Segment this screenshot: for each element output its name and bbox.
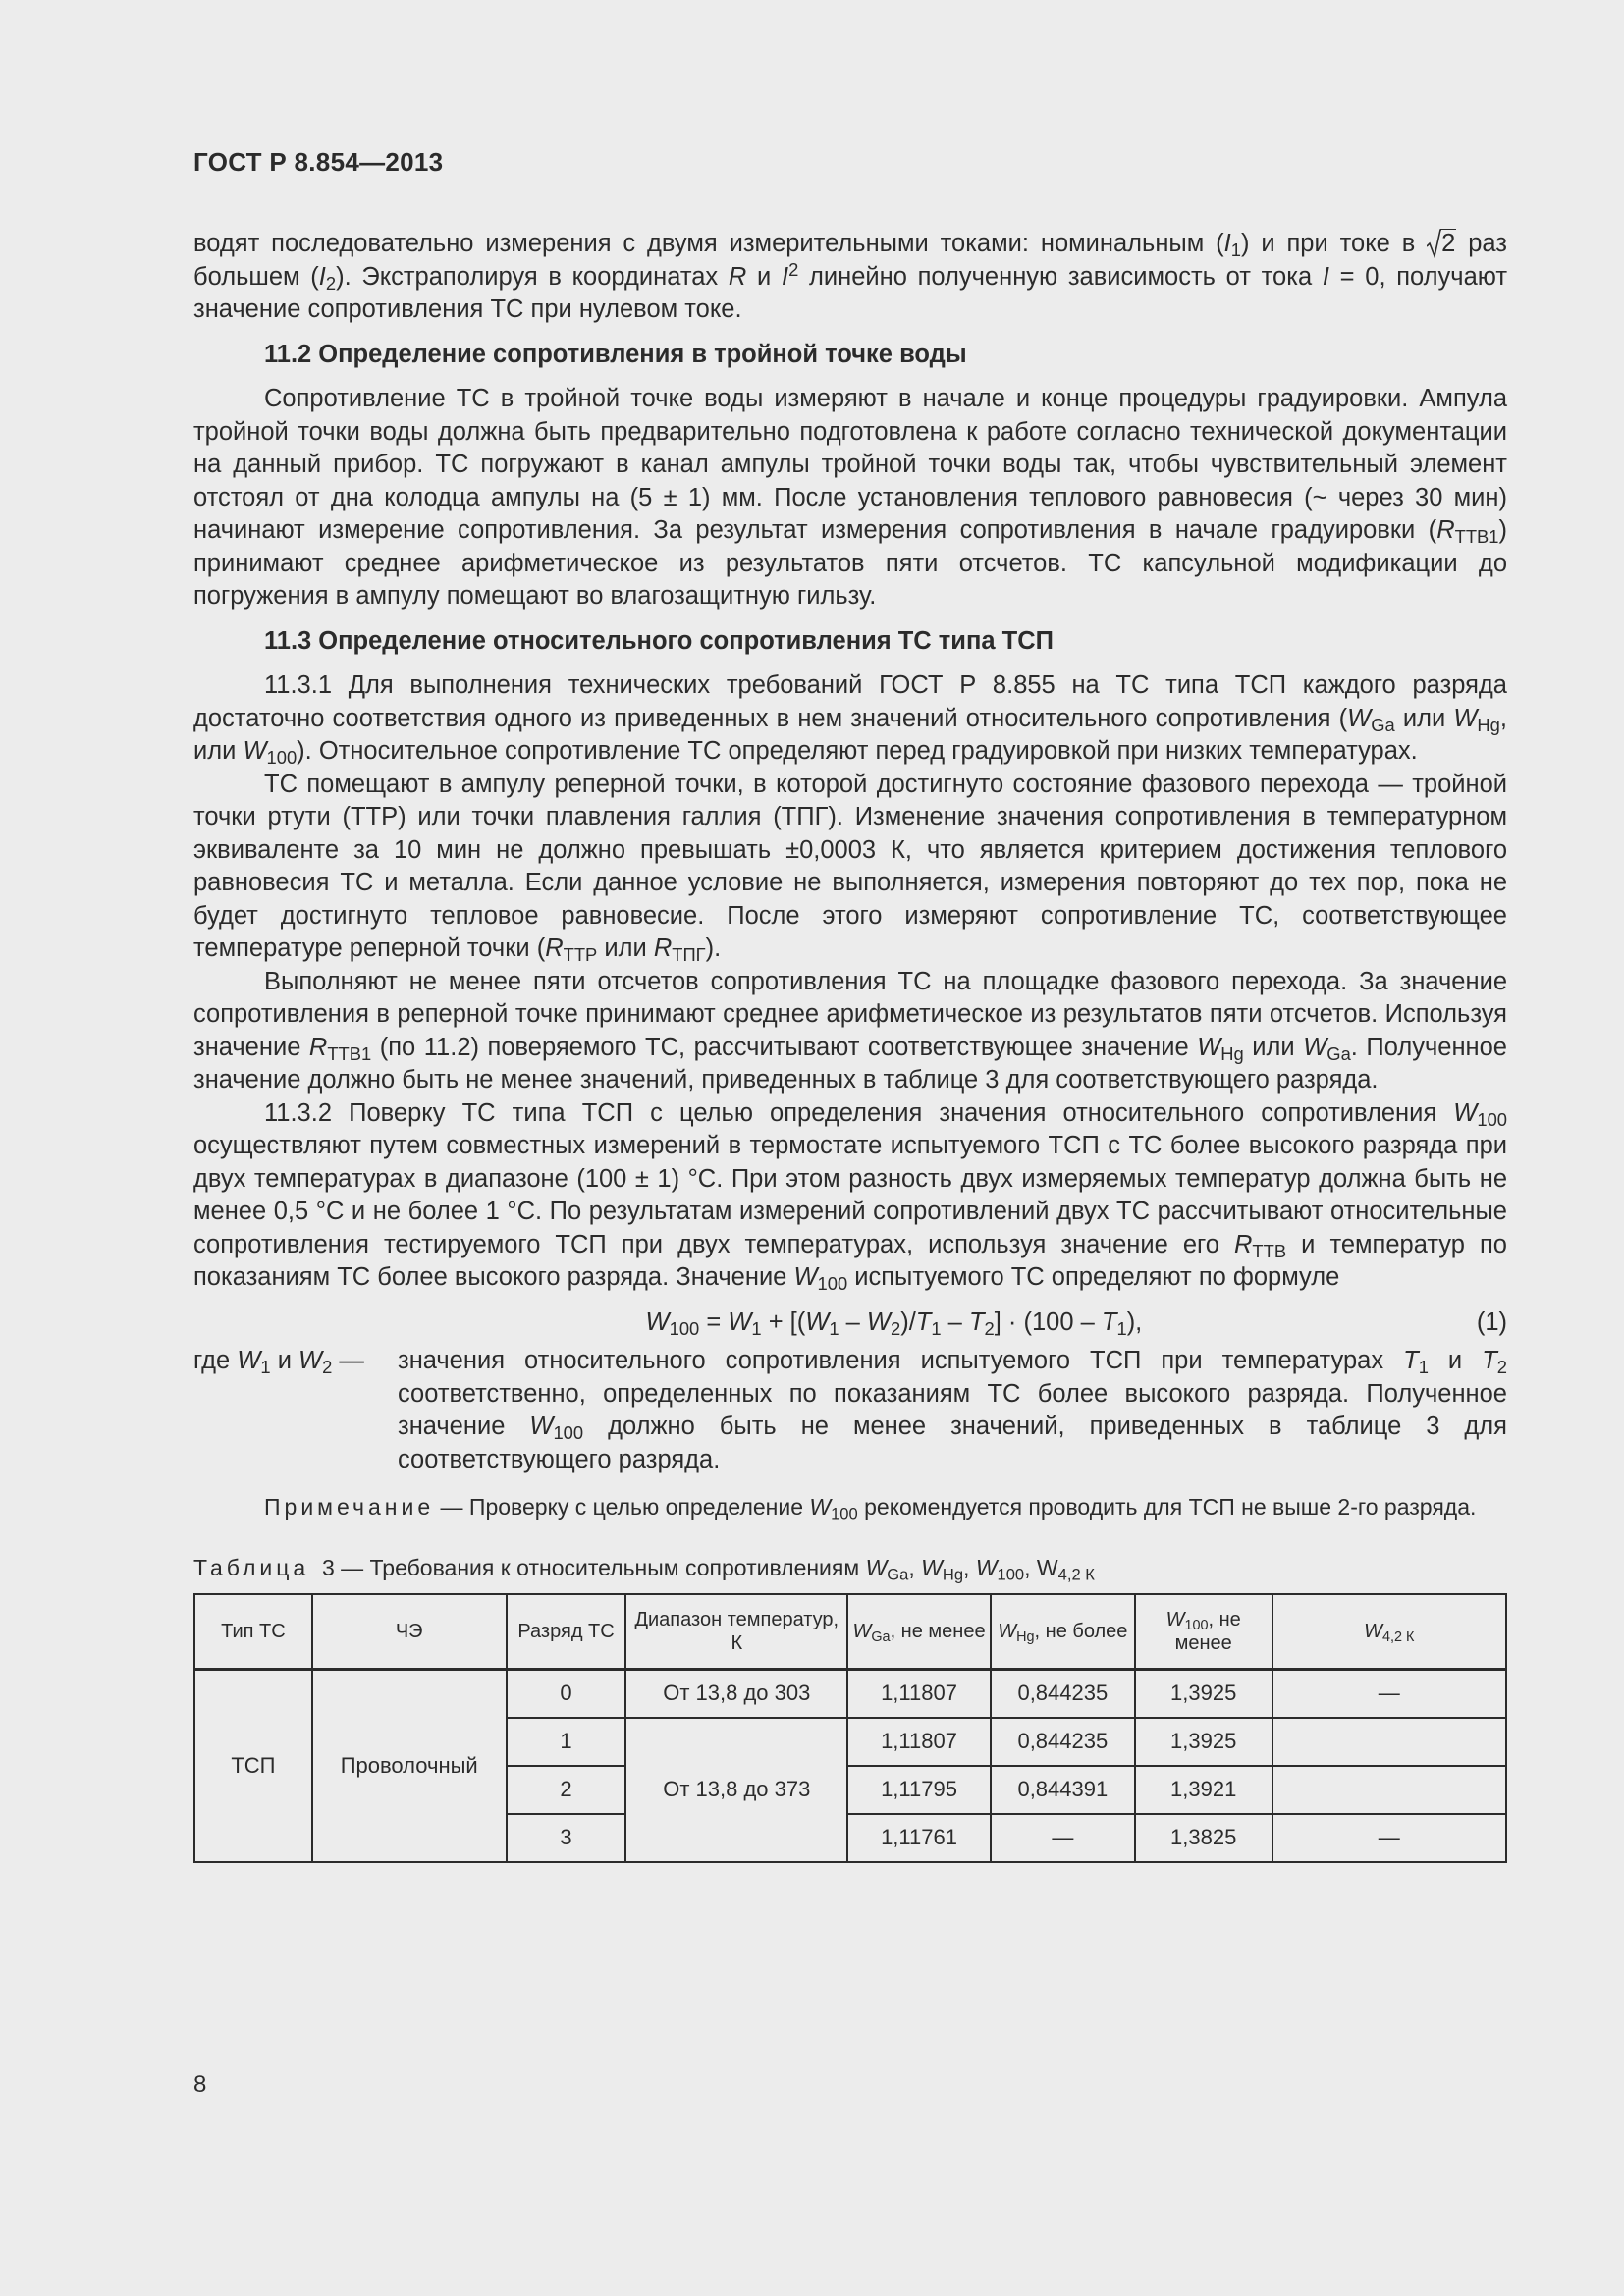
table-row (194, 1669, 1506, 1718)
cell-whg: 0,844235 (991, 1669, 1135, 1718)
paragraph-current-measurement: водят последовательно измерения с двумя измерительными токами: номинальным $(I_1)$ и при токе в 2 раз большем $(I_2)$. Экстраполируя в координатах R и $I^2$ линейно полученную зависимость от тока I = 0, получают значение сопротивления ТС при нулевом токе. (193, 230, 1508, 323)
table-caption: Таблица 3 — Требования к относительным сопротивлениям $W_{Ga}$, $W_{Hg}$, $W_{100}$, $W_{4,2 К}$ (193, 1555, 1095, 1584)
cell-w100: 1,3825 (1135, 1814, 1272, 1862)
header-wga: $W_{Ga}$, не менее (847, 1594, 991, 1670)
paragraph-11-2: Сопротивление ТС в тройной точке воды измеряют в начале и конце процедуры градуировки. Ампула тройной точки воды должна быть предварительно подготовлена к работе согласно технической документации на данный прибор. ТС погружают в канал ампулы тройной точки воды так, чтобы чувствительный элемент отстоял от дна колодца ампулы на (5 ± 1) мм. После установления теплового равновесия (~ через 30 мин) начинают измерение сопротивления. За результат измерения сопротивления в начале градуировки $(R_{ТТВ1})$ принимают среднее арифметическое из результатов пяти отсчетов. ТС капсульной модификации до погружения в ампулу помещают во влагозащитную гильзу. (193, 385, 1507, 610)
paragraph-11-3-2: 11.3.2 Поверку ТС типа ТСП с целью определения значения относительного сопротивления $W_{100}$ осуществляют путем совместных измерений в термостате испытуемого ТСП с ТС более высокого разряда при двух температурах в диапазоне (100 ± 1) °С. При этом разность двух измеряемых температур должна быть не менее 0,5 °С и не более 1 °С. По результатам измерений сопротивлений двух ТС рассчитывают относительные сопротивления тестируемого ТСП при двух температурах, используя значение его $R_{ТТВ}$ и температур по показаниям ТС более высокого разряда. Значение $W_{100}$ испытуемого ТС определяют по формуле (193, 1098, 1507, 1295)
cell-che: Проволочный (312, 1669, 507, 1862)
header-type: Тип ТС (194, 1594, 312, 1670)
header-range: Диапазон температур, К (625, 1594, 847, 1670)
cell-wga: 1,11807 (847, 1669, 991, 1718)
cell-wga: 1,11807 (847, 1718, 991, 1766)
cell-w42 (1272, 1766, 1506, 1814)
header-w42: $W_{4,2 К}$ (1272, 1594, 1506, 1670)
cell-wga: 1,11761 (847, 1814, 991, 1862)
cell-w100: 1,3921 (1135, 1766, 1272, 1814)
section-title-11-3: 11.3 Определение относительного сопротивления ТС типа ТСП (264, 626, 1054, 655)
cell-rank: 2 (507, 1766, 626, 1814)
header-che: ЧЭ (312, 1594, 507, 1670)
cell-whg: — (991, 1814, 1135, 1862)
header-whg: $W_{Hg}$, не более (991, 1594, 1135, 1670)
paragraph-11-3-1: 11.3.1 Для выполнения технических требований ГОСТ Р 8.855 на ТС типа ТСП каждого разряда достаточно соответствия одного из приведенных в нем значений относительного сопротивления ($W_{Ga}$ или $W_{Hg}$, или $W_{100}$). Относительное сопротивление ТС определяют перед градуировкой при низких температурах. (193, 671, 1507, 769)
cell-rank: 3 (507, 1814, 626, 1862)
cell-rank: 0 (507, 1669, 626, 1718)
where-symbols: где $W_1$ и $W_2$ — (193, 1347, 364, 1378)
formula-expression: $W_{100} = W_1 + [(W_1 - W_2)/T_1 - T_2] \cdot (100 - T_1)$, (645, 1308, 1143, 1339)
document-body (193, 228, 1507, 1863)
note: Примечание — Проверку с целью определение $W_{100}$ рекомендуется проводить для ТСП не выше 2-го разряда. (264, 1494, 1477, 1523)
cell-rank: 1 (507, 1718, 626, 1766)
sqrt-two: 2 (1427, 228, 1456, 261)
formula-number: (1) (1476, 1308, 1507, 1336)
cell-w42 (1272, 1718, 1506, 1766)
cell-wga: 1,11795 (847, 1766, 991, 1814)
paragraph-fixed-point: ТС помещают в ампулу реперной точки, в которой достигнуто состояние фазового перехода — тройной точки ртути (ТТР) или точки плавления галлия (ТПГ). Изменение значения сопротивления в температурном эквиваленте за 10 мин не должно превышать ±0,0003 К, что является критерием достижения теплового равновесия ТС и металла. Если данное условие не выполняется, измерения повторяют до тех пор, пока не будет достигнуто тепловое равновесие. После этого измеряют сопротивление ТС, соответствующее температуре реперной точки ($R_{ТТР}$ или $R_{ТПГ}$). (193, 770, 1507, 966)
formula-explanation (193, 1345, 1507, 1476)
cell-w42: — (1272, 1669, 1506, 1718)
cell-range: От 13,8 до 303 (625, 1669, 847, 1718)
paragraph-readings: Выполняют не менее пяти отсчетов сопротивления ТС на площадке фазового перехода. За значение сопротивления в реперной точке принимают среднее арифметическое из результатов пяти отсчетов. Используя значение $R_{ТТВ1}$ (по 11.2) поверяемого ТС, рассчитывают соответствующее значение $W_{Hg}$ или $W_{Ga}$. Полученное значение должно быть не менее значений, приведенных в таблице 3 для соответствующего разряда. (193, 967, 1507, 1094)
cell-w100: 1,3925 (1135, 1669, 1272, 1718)
cell-w100: 1,3925 (1135, 1718, 1272, 1766)
table-header-row (194, 1594, 1506, 1670)
requirements-table (193, 1593, 1507, 1863)
cell-w42: — (1272, 1814, 1506, 1862)
formula-1 (193, 1307, 1507, 1340)
section-title-11-2: 11.2 Определение сопротивления в тройной точке воды (264, 340, 967, 368)
header-rank: Разряд ТС (507, 1594, 626, 1670)
document-header: ГОСТ Р 8.854—2013 (193, 147, 444, 177)
header-w100: $W_{100}$, не менее (1135, 1594, 1272, 1670)
cell-range: От 13,8 до 373 (625, 1718, 847, 1862)
cell-type: ТСП (194, 1669, 312, 1862)
where-description: значения относительного сопротивления испытуемого ТСП при температурах $T_1$ и $T_2$ соответственно, определенных по показаниям ТС более высокого разряда. Полученное значение $W_{100}$ должно быть не менее значений, приведенных в таблице 3 для соответствующего разряда. (398, 1347, 1507, 1473)
cell-whg: 0,844235 (991, 1718, 1135, 1766)
cell-whg: 0,844391 (991, 1766, 1135, 1814)
radical-sign-icon (1427, 229, 1441, 258)
page-number: 8 (193, 2071, 207, 2098)
